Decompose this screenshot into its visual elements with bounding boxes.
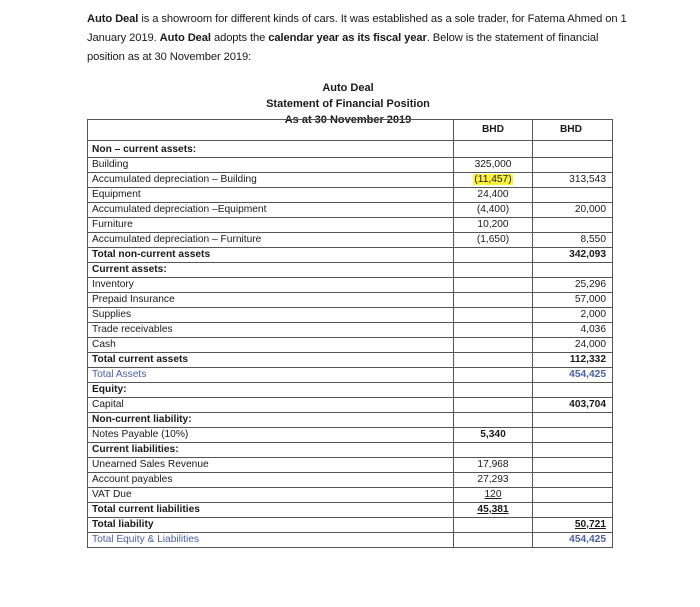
table-row: Total liability 50,721 (88, 518, 613, 533)
section-equity: Equity: (88, 383, 454, 398)
table-row: Total current liabilities 45,381 (88, 503, 613, 518)
table-row: Total Equity & Liabilities 454,425 (88, 533, 613, 548)
table-row (88, 263, 613, 278)
table-row: Trade receivables 4,036 (88, 323, 613, 338)
table-row: Furniture 10,200 (88, 218, 613, 233)
table-row: Supplies 2,000 (88, 308, 613, 323)
section-current-liabilities: Current liabilities: (88, 443, 454, 458)
intro-company: Auto Deal (87, 13, 139, 25)
table-row: Account payables 27,293 (88, 473, 613, 488)
table-row: Accumulated depreciation – Furniture (1,650) 8,550 (88, 233, 613, 248)
table-row: Accumulated depreciation – Building (11,457) 313,543 (88, 173, 613, 188)
table-row: Notes Payable (10%) 5,340 (88, 428, 613, 443)
table-row: Cash 24,000 (88, 338, 613, 353)
table-row (88, 383, 613, 398)
table-row (88, 141, 613, 158)
heading-date: As at 30 November 2019 (284, 114, 412, 126)
table-header-row (88, 120, 613, 141)
table-row: Unearned Sales Revenue 17,968 (88, 458, 613, 473)
heading-title: Statement of Financial Position (266, 98, 430, 110)
financial-position-table (87, 119, 613, 548)
col-bhd-2: BHD (533, 120, 613, 141)
section-non-current-assets: Non – current assets: (88, 141, 454, 158)
heading-company: Auto Deal (322, 82, 374, 94)
table-row: Prepaid Insurance 57,000 (88, 293, 613, 308)
table-row: VAT Due 120 (88, 488, 613, 503)
section-non-current-liability: Non-current liability: (88, 413, 454, 428)
col-bhd-1: BHD (454, 120, 533, 141)
table-row: Accumulated depreciation –Equipment (4,400) 20,000 (88, 203, 613, 218)
table-row: Equipment 24,400 (88, 188, 613, 203)
table-row (88, 443, 613, 458)
intro-fiscal-year: calendar year as its fiscal year (268, 32, 427, 44)
table-row: Total non-current assets 342,093 (88, 248, 613, 263)
table-row (88, 413, 613, 428)
intro-paragraph: Auto Deal is a showroom for different kinds of cars. It was established as a sole trader, for Fatema Ahmed on 1 January 2019. Auto Deal adopts the calendar year as its fiscal year. Below is the statement of financial position as at 30 November 2019: (87, 13, 627, 63)
table-row: Capital 403,704 (88, 398, 613, 413)
section-current-assets: Current assets: (88, 263, 454, 278)
highlighted-value: (11,457) (474, 174, 512, 185)
table-row: Building 325,000 (88, 158, 613, 173)
table-row: Total Assets 454,425 (88, 368, 613, 383)
table-row: Inventory 25,296 (88, 278, 613, 293)
table-row: Total current assets 112,332 (88, 353, 613, 368)
